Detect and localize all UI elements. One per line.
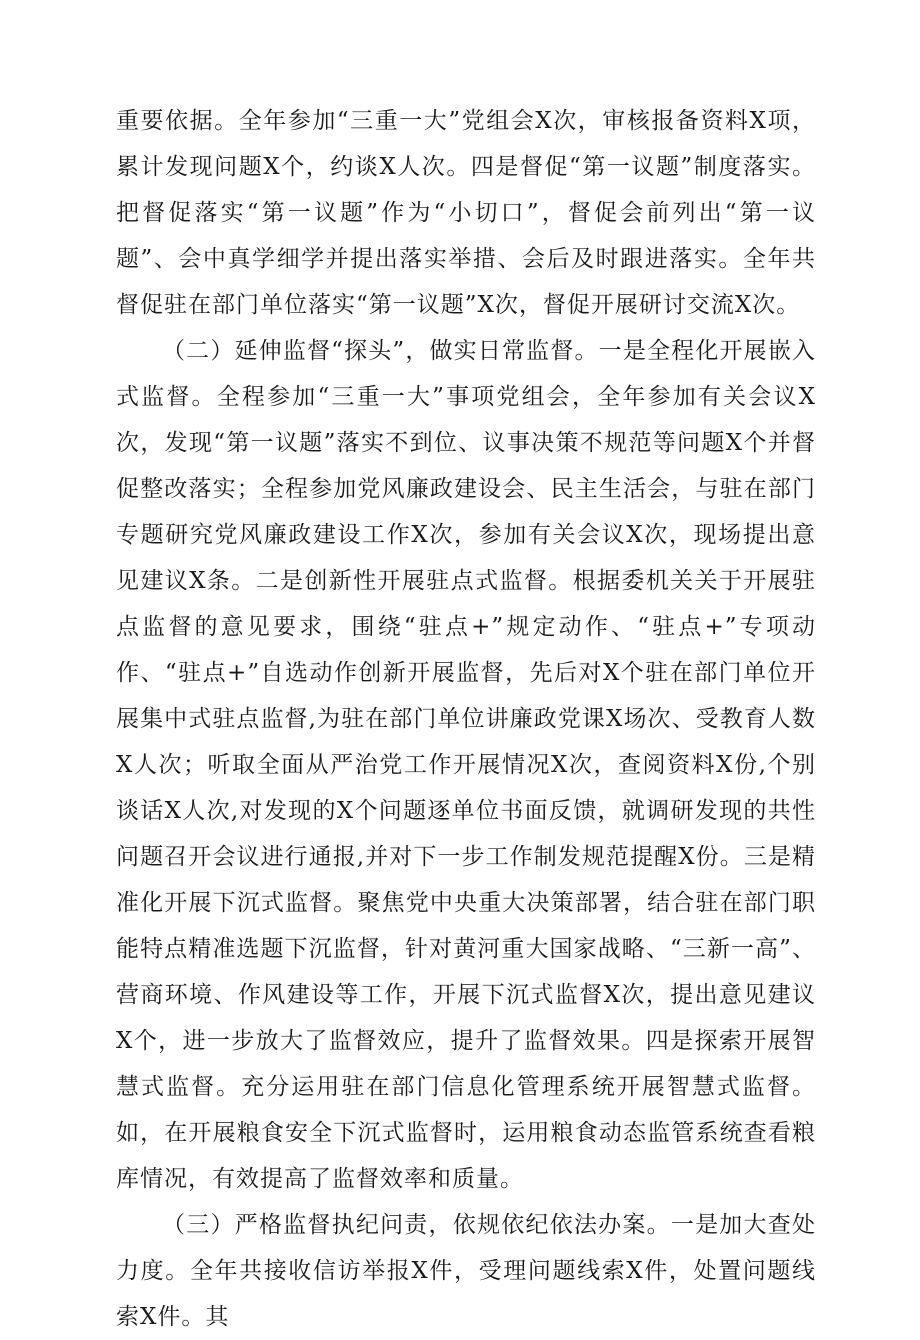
document-body [116, 98, 816, 1340]
paragraph-section-three: （三）严格监督执纪问责，依规依纪依法办案。一是加大查处力度。全年共接收信访举报X件，受理问题线索X件，处置问题线索X件。其 [116, 1212, 816, 1330]
paragraph-continuation: 重要依据。全年参加“三重一大”党组会X次，审核报备资料X项，累计发现问题X个，约谈X人次。四是督促“第一议题”制度落实。把督促落实“第一议题”作为“小切口”，督促会前列出“第一议题”、会中真学细学并提出落实举措、会后及时跟进落实。全年共督促驻在部门单位落实“第一议题”X次，督促开展研讨交流X次。 [116, 108, 816, 318]
paragraph-section-two: （二）延伸监督“探头”，做实日常监督。一是全程化开展嵌入式监督。全程参加“三重一大”事项党组会，全年参加有关会议X次，发现“第一议题”落实不到位、议事决策不规范等问题X个并督促整改落实；全程参加党风廉政建设会、民主生活会，与驻在部门专题研究党风廉政建设工作X次，参加有关会议X次，现场提出意见建议X条。二是创新性开展驻点式监督。根据委机关关于开展驻点监督的意见要求，围绕“驻点+”规定动作、“驻点+”专项动作、“驻点+”自选动作创新开展监督，先后对X个驻在部门单位开展集中式驻点监督,为驻在部门单位讲廉政党课X场次、受教育人数X人次；听取全面从严治党工作开展情况X次，查阅资料X份,个别谈话X人次,对发现的X个问题逐单位书面反馈，就调研发现的共性问题召开会议进行通报,并对下一步工作制发规范提醒X份。三是精准化开展下沉式监督。聚焦党中央重大决策部署，结合驻在部门职能特点精准选题下沉监督，针对黄河重大国家战略、“三新一高”、营商环境、作风建设等工作，开展下沉式监督X次，提出意见建议X个，进一步放大了监督效应，提升了监督效果。四是探索开展智慧式监督。充分运用驻在部门信息化管理系统开展智慧式监督。如，在开展粮食安全下沉式监督时，运用粮食动态监管系统查看粮库情况，有效提高了监督效率和质量。 [116, 338, 816, 1192]
